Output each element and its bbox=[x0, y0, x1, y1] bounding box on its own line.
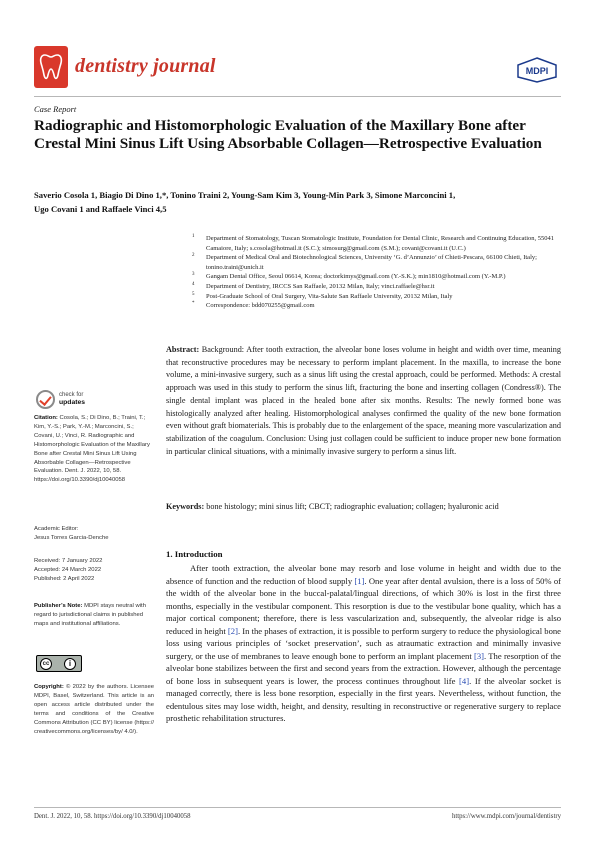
keywords bbox=[166, 501, 561, 514]
received-date: Received: 7 January 2022 bbox=[34, 558, 103, 564]
section-heading-introduction: 1. Introduction bbox=[166, 549, 223, 559]
correspondence: * Correspondence: bdd070255@gmail.com bbox=[192, 301, 315, 310]
mdpi-logo[interactable] bbox=[516, 57, 558, 83]
editor-name: Jesus Torres Garcia-Denche bbox=[34, 534, 109, 541]
affiliations bbox=[166, 234, 561, 311]
publication-dates bbox=[34, 557, 154, 584]
keywords-text: bone histology; mini sinus lift; CBCT; radiographic evaluation; collagen; hyaluronic acid bbox=[206, 502, 499, 511]
article-type: Case Report bbox=[34, 104, 77, 114]
citation-text: Cosola, S.; Di Dino, B.; Traini, T.; Kim, Y.-S.; Park, Y.-M.; Marconcini, S.; Covani, U.; Vinci, R. Radiographic and Histomorphologic Evaluation of the Maxillary Bone after Crestal Mini Sinus Lift Using Absorbable Collagen—Retrospective Evaluation. Dent. J. 2022, 10, 58. https://doi.org/10.3390/dj10040058 bbox=[34, 415, 150, 484]
check-updates-line2: updates bbox=[59, 399, 86, 406]
editor-label: Academic Editor: bbox=[34, 526, 79, 532]
article-title: Radiographic and Histomorphologic Evaluation of the Maxillary Bone after Crestal Mini Sinus Lift Using Absorbable Collagen—Retrospective Evaluation bbox=[34, 117, 542, 152]
cc-by-license-badge[interactable] bbox=[36, 655, 82, 672]
authors-line-1-text: Saverio Cosola 1, Biagio Di Dino 1,*, Tonino Traini 2, Young-Sam Kim 3, Young-Min Park 3, Simone Marconcini 1, bbox=[34, 190, 456, 200]
pubnote-label: Publisher’s Note: bbox=[34, 603, 83, 609]
author-list bbox=[34, 188, 564, 216]
citation-block bbox=[34, 414, 154, 485]
affiliation-4: 4 Department of Dentistry, IRCCS San Raffaele, 20132 Milan, Italy; vinci.raffaele@hsr.it bbox=[192, 281, 435, 290]
abstract-label: Abstract: bbox=[166, 345, 200, 354]
reference-link-3[interactable]: [3] bbox=[474, 650, 485, 661]
check-for-updates-button[interactable] bbox=[36, 390, 106, 412]
abstract bbox=[166, 344, 561, 458]
accepted-date: Accepted: 24 March 2022 bbox=[34, 566, 102, 573]
attribution-icon: i bbox=[64, 658, 76, 670]
authors-line-2: Ugo Covani 1 and Raffaele Vinci 4,5 bbox=[34, 204, 167, 214]
abstract-text: Background: After tooth extraction, the alveolar bone loses volume in height and width over time, meaning that reconstructive procedures may be necessary to perform implant placement. In the maxilla, to increase the bone volume, a mini-invasive surgery, such as a sinus lift using the crestal approach, could be performed. Methods: A crestal approach was used in this study to perform the sinus lift, fracturing the bone and inserting collagen (Condress®). The single dental implant was placed in the healed bone after six months. Results: The newly formed bone was histologically analyzed after healing. Histomorphological analyses confirmed the quality of the new bone formation even without graft biomaterials. This is probably due to the enlargement of the space, meaning more vascularization and stabilization of the coagulum. Conclusion: Using just collagen could be sufficient to induce proper new bone formation in particular clinical situations, with a minimally invasive surgery to perform a sinus lift. bbox=[166, 345, 561, 456]
check-updates-line1: check for bbox=[59, 392, 84, 398]
check-updates-icon bbox=[36, 390, 55, 409]
authors-line-1 bbox=[34, 188, 564, 202]
reference-link-1[interactable]: [1] bbox=[354, 575, 365, 586]
publisher-note bbox=[34, 602, 154, 629]
footer-citation[interactable]: Dent. J. 2022, 10, 58. https://doi.org/10.3390/dj10040058 bbox=[34, 813, 191, 820]
affiliation-2: 2 Department of Medical Oral and Biotechnological Sciences, University ‘G. d’Annunzio’ of Chieti-Pescara, 66100 Chieti, Italy; tonino.traini@unich.it bbox=[192, 253, 537, 271]
pubnote-text: MDPI stays neutral with regard to jurisdictional claims in published maps and institutional affiliations. bbox=[34, 603, 146, 627]
journal-logo bbox=[34, 46, 68, 88]
footer-divider bbox=[34, 807, 561, 808]
header-divider bbox=[34, 96, 561, 97]
footer-journal-url[interactable]: https://www.mdpi.com/journal/dentistry bbox=[451, 813, 561, 820]
reference-link-2[interactable]: [2] bbox=[227, 625, 238, 636]
cc-icon: cc bbox=[40, 658, 52, 670]
academic-editor bbox=[34, 525, 154, 543]
reference-link-4[interactable]: [4] bbox=[459, 675, 470, 686]
citation-label: Citation: bbox=[34, 415, 58, 421]
affiliation-1: 1 Department of Stomatology, Tuscan Stomatologic Institute, Foundation for Dental Clinic, Research and Continuing Education, 55041 Camaiore, Italy; s.cosola@hotmail.it (S.C.); simosurg@gmail.com (S.M.); covani@covani.it (U.C.) bbox=[192, 234, 555, 252]
introduction-paragraph: After tooth extraction, the alveolar bone may resorb and lose volume in height and width due to the absence of function and the reduction of blood supply [1]. One year after dental avulsion, there is a loss of 50% of the width of the alveolar bone in the buccal-palatal/lingual directions, of which 30% is lost in the first three months, especially in the vestibular component. This resorption is due to the vestibular bone quality, which has a major cortical component; therefore, there is less vascularization and, subsequently, the alveolar ridge is also reduced in height [2]. In the phases of extraction, it is possible to perform surgery to reduce the physiological bone loss using various principles of ‘socket preservation’, such as atraumatic extraction and minimally invasive surgery, or the use of membranes to leave enough bone to perform an implant placement [3]. The resorption of the alveolar bone stabilizes between the first and second years from the extraction. However, although the percentage of bone loss in subsequent years is lower, the process continues throughout life [4]. If the alveolar socket is managed correctly, there is less bone resorption, especially in the first years. Nevertheless, without function, the edentulous sites may lose width, height, and density, resulting in reconstructive or regenerative surgery to replace prosthetic rehabilitation structures. bbox=[166, 563, 561, 723]
copyright-label: Copyright: bbox=[34, 684, 64, 690]
journal-name[interactable]: dentistry journal bbox=[75, 55, 216, 77]
affiliation-5: 5 Post-Graduate School of Oral Surgery, Vita-Salute San Raffaele University, 20132 Milan, Italy bbox=[192, 291, 453, 300]
mdpi-logo-text: MDPI bbox=[525, 66, 549, 76]
published-date: Published: 2 April 2022 bbox=[34, 575, 95, 582]
copyright-block bbox=[34, 683, 154, 736]
copyright-text: © 2022 by the authors. Licensee MDPI, Basel, Switzerland. This article is an open access article distributed under the terms and conditions of the Creative Commons Attribution (CC BY) license (https:// creativecommons.org/licenses/by/ 4.0/). bbox=[34, 684, 154, 735]
tooth-icon bbox=[39, 53, 63, 81]
keywords-label: Keywords: bbox=[166, 502, 205, 511]
affiliation-3: 3 Gangam Dental Office, Seoul 06614, Korea; doctorkimys@gmail.com (Y.-S.K.); min1810@hotmail.com (Y.-M.P.) bbox=[192, 272, 506, 281]
